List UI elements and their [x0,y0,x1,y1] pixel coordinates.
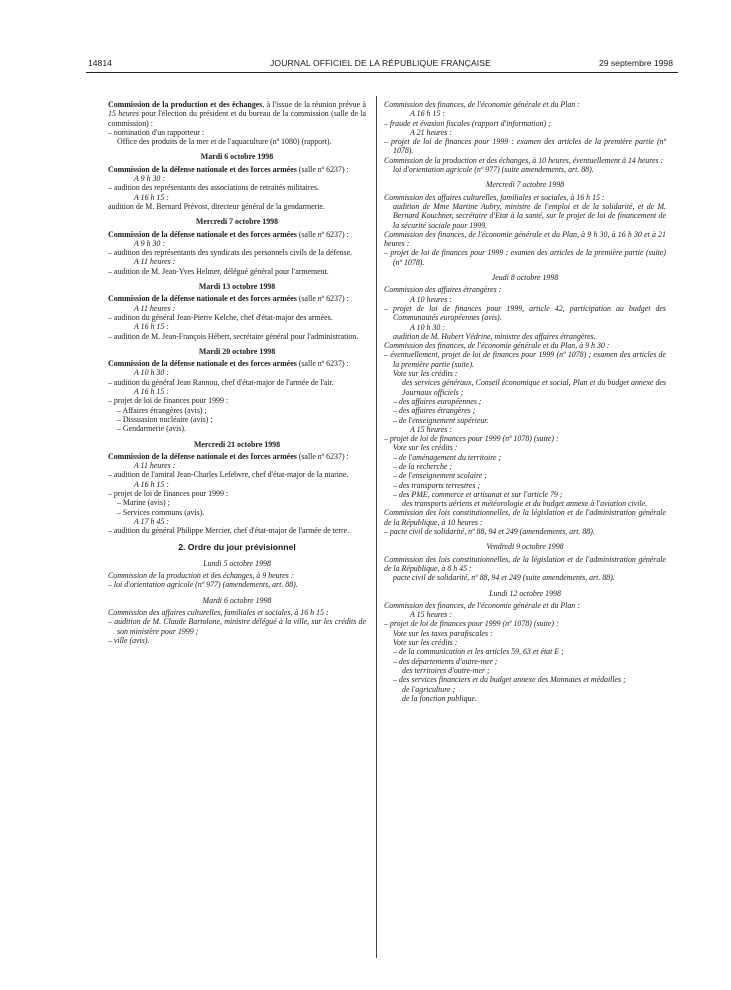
text-run: (salle nº 6237) : [296,294,349,304]
paragraph: Commission des finances, de l'économie générale et du Plan : [384,600,580,610]
paragraph: Commission des finances, de l'économie générale et du Plan : [384,100,580,109]
paragraph [108,608,366,617]
text-run: – audition de M. Claude Bartolone, ministre délégué à la ville, sur les crédits de son ministère pour 1999 ; [108,617,366,636]
paragraph [108,230,366,239]
sub-list-item: – des services financiers et du budget annexe des Monnaies et médailles ; [393,675,626,685]
text-run: – ville (avis). [108,635,150,645]
text-run: , à l'issue de la réunion prévue à [262,100,366,109]
list-item: – audition des représentants des associations de retraités militaires. [108,183,320,193]
journal-title: JOURNAL OFFICIEL DE LA RÉPUBLIQUE FRANÇAISE [270,58,491,68]
detail-line: audition de M. Hubert Védrine, ministre des affaires étrangères. [393,331,596,341]
sub-list-item: – Marine (avis) ; [117,498,170,508]
list-item: – projet de loi de finances pour 1999 (nº 1078) (suite) : [384,434,559,444]
text-run: (salle nº 6237) : [296,451,349,461]
list-item: – éventuellement, projet de loi de finances pour 1999 (nº 1078) ; examen des articles de la première partie (suite). [384,350,666,369]
detail-line: audition de Mme Martine Aubry, ministre de l'emploi et de la solidarité, et de M. Bernard Kouchner, secrétaire d'Etat à la santé, sur le projet de loi de financement de la sécurité sociale pour 1999. [393,201,666,230]
sub-list-item: – de l'aménagement du territoire ; [393,452,502,462]
day-heading: Lundi 5 octobre 1998 [203,558,271,568]
text-run: Commission de la défense nationale et des forces armées [108,164,297,174]
text-run: Commission de la production et des échanges [108,100,263,109]
sub-list-item: – Affaires étrangères (avis) ; [117,405,207,415]
paragraph: audition de M. Bernard Prévost, directeur général de la gendarmerie. [108,201,325,211]
column-divider [376,96,377,958]
text-run: 15 heures [108,109,139,119]
sub-list-item: – des PME, commerce et artisanat et sur l'article 79 ; [393,489,563,499]
sub-list-item: – de la communication et les articles 59, 63 et état E ; [393,647,564,657]
list-item: – audition de M. Jean-Yves Helmer, délégué général pour l'armement. [108,266,329,276]
list-item: – audition de l'amiral Jean-Charles Lefebvre, chef d'état-major de la marine. [108,470,349,480]
page-number: 14814 [88,58,112,68]
publication-date: 29 septembre 1998 [598,58,673,68]
list-item: – projet de loi de finances pour 1999 : examen des articles de la première partie (suite) (nº 1078). [384,248,666,267]
detail-line: Vote sur les taxes parafiscales : [393,628,493,638]
time-slot: A 9 h 30 : [134,238,165,248]
list-item: – audition du général Jean Rannou, chef d'état-major de l'armée de l'air. [108,377,334,387]
list-item: – fraude et évasion fiscales (rapport d'information) ; [384,118,551,128]
page-header [88,58,673,72]
time-slot: A 11 heures : [134,303,176,313]
time-slot: A 15 heures : [410,424,452,434]
text-run: Commission de la défense nationale et des forces armées [108,229,297,239]
paragraph: Commission des lois constitutionnelles, de la législation et de l'administration générale de la République, à 10 heures : [384,508,666,527]
sub-list-item: – des affaires étrangères ; [393,406,476,416]
text-run: Commission de la défense nationale et des forces armées [108,294,297,304]
detail-line: Office des produits de la mer et de l'aquaculture (nº 1080) (rapport). [117,137,332,147]
time-slot: A 10 h 30 : [410,322,445,332]
detail-line: des transports aériens et météorologie et du budget annexe à l'aviation civile. [402,499,648,509]
detail-line: Vote sur les crédits : [393,638,458,648]
detail-line: Vote sur les crédits : [393,443,458,453]
time-slot: A 21 heures : [410,127,452,137]
time-slot: A 16 h 15 : [134,192,169,202]
paragraph [108,165,366,174]
paragraph: Commission de la production et des échanges, à 10 heures, éventuellement à 14 heures : [384,155,664,165]
day-heading: Mercredi 7 octobre 1998 [195,217,279,227]
text-run: pour l'élection du président et du bureau de la commission (salle de la commission) : [108,109,367,128]
day-heading: Mercredi 7 octobre 1998 [485,180,565,190]
sub-list-item: – de la recherche ; [393,461,453,471]
left-column [108,100,366,645]
detail-line: de la fonction publique. [402,693,477,703]
list-item: – audition des représentants des syndicats des personnels civils de la défense. [108,248,353,258]
paragraph: Commission des finances, de l'économie générale et du Plan, à 9 h 30 : [384,341,610,351]
day-heading: Mercredi 21 octobre 1998 [193,439,281,449]
sub-list-item: – de l'enseignement scolaire ; [393,471,487,481]
paragraph [108,294,366,303]
list-item: – nomination d'un rapporteur : [108,127,205,137]
list-item [108,617,366,636]
sub-list-item: – Dissuasion nucléaire (avis) ; [117,414,213,424]
sub-list-item: – des transports terrestres ; [393,480,481,490]
paragraph: Commission des finances, de l'économie générale et du Plan, à 9 h 30, à 16 h 30 et à 21 heures : [384,229,666,249]
detail-line: des services généraux, Conseil économique et social, Plan et du budget annexe des Journaux officiels ; [402,378,666,397]
time-slot: A 10 heures : [410,294,452,304]
time-slot: A 16 h 15 : [134,387,169,397]
text-run: – loi d'orientation agricole (nº 977) (amendements, art. 88). [108,580,298,590]
time-slot: A 16 h 15 : [410,109,445,119]
paragraph [108,452,366,461]
text-run: Commission de la défense nationale et des forces armées [108,359,297,369]
paragraph: Commission des affaires étrangères : [384,285,502,295]
time-slot: A 10 h 30 : [134,368,169,378]
time-slot: A 16 h 15 : [134,479,169,489]
day-heading: Vendredi 9 octobre 1998 [486,542,564,552]
day-heading: Mardi 13 octobre 1998 [198,282,276,292]
paragraph: Commission des affaires culturelles, familiales et sociales, à 16 h 15 : [384,192,605,202]
detail-line: de l'agriculture ; [402,684,456,694]
paragraph [108,359,366,368]
time-slot: A 17 h 45 : [134,516,169,526]
text-run: (salle nº 6237) : [296,164,349,174]
list-item: – projet de loi de finances pour 1999 : examen des articles de la première partie (nº 1078). [384,137,666,156]
list-item: – audition du général Jean-Pierre Kelche, chef d'état-major des armées. [108,312,333,322]
time-slot: A 15 heures : [410,610,452,620]
day-heading: Mardi 6 octobre 1998 [200,152,274,162]
list-item: – audition du général Philippe Mercier, chef d'état-major de l'armée de terre. [108,526,350,536]
sub-list-item: – des départements d'outre-mer ; [393,656,498,666]
paragraph [108,100,366,128]
day-heading: Jeudi 8 octobre 1998 [491,273,559,283]
sub-list-item: – des affaires européennes ; [393,396,482,406]
detail-line: loi d'orientation agricole (nº 977) (suite amendements, art. 88). [393,165,594,175]
text-run: Commission de la production et des échanges, à 9 heures : [108,571,294,581]
paragraph [108,571,366,580]
time-slot: A 9 h 30 : [134,174,165,184]
paragraph: Commission des lois constitutionnelles, de la législation et de l'administration générale de la République, à 8 h 45 : [384,554,666,573]
time-slot: A 11 heures : [134,257,176,267]
time-slot: A 16 h 15 : [134,322,169,332]
list-item [108,580,366,589]
day-heading: Mardi 20 octobre 1998 [198,346,276,356]
list-item: – projet de loi de finances pour 1999, article 42, participation au budget des Communautés européennes (avis). [384,303,666,323]
section-heading: 2. Ordre du jour prévisionnel [178,542,296,553]
list-item [108,636,366,645]
list-item: – audition de M. Jean-François Hébert, secrétaire général pour l'administration. [108,331,359,341]
list-item: – pacte civil de solidarité, nº 88, 94 et 249 (amendements, art. 88). [384,527,595,537]
text-run: Commission des affaires culturelles, familiales et sociales, à 16 h 15 : [108,607,329,617]
sub-list-item: – de l'enseignement supérieur. [393,415,489,425]
list-item: – projet de loi de finances pour 1999 : [108,488,229,498]
sub-list-item: – Gendarmerie (avis). [117,424,187,434]
detail-line: pacte civil de solidarité, nº 88, 94 et 249 (suite amendements, art. 88). [393,573,615,583]
right-column [384,100,666,703]
time-slot: A 11 heures : [134,461,176,471]
day-heading: Lundi 12 octobre 1998 [489,588,561,598]
text-run: Commission de la défense nationale et des forces armées [108,451,297,461]
day-heading: Mardi 6 octobre 1998 [202,595,272,605]
detail-line: Vote sur les crédits : [393,369,458,379]
list-item: – projet de loi de finances pour 1999 : [108,396,229,406]
header-rule [86,72,678,73]
text-run: (salle nº 6237) : [296,229,349,239]
list-item: – projet de loi de finances pour 1999 (nº 1078) (suite) : [384,619,559,629]
sub-list-item: – Services communs (avis). [117,507,205,517]
detail-line: des territoires d'outre-mer ; [402,665,490,675]
text-run: (salle nº 6237) : [296,359,349,369]
